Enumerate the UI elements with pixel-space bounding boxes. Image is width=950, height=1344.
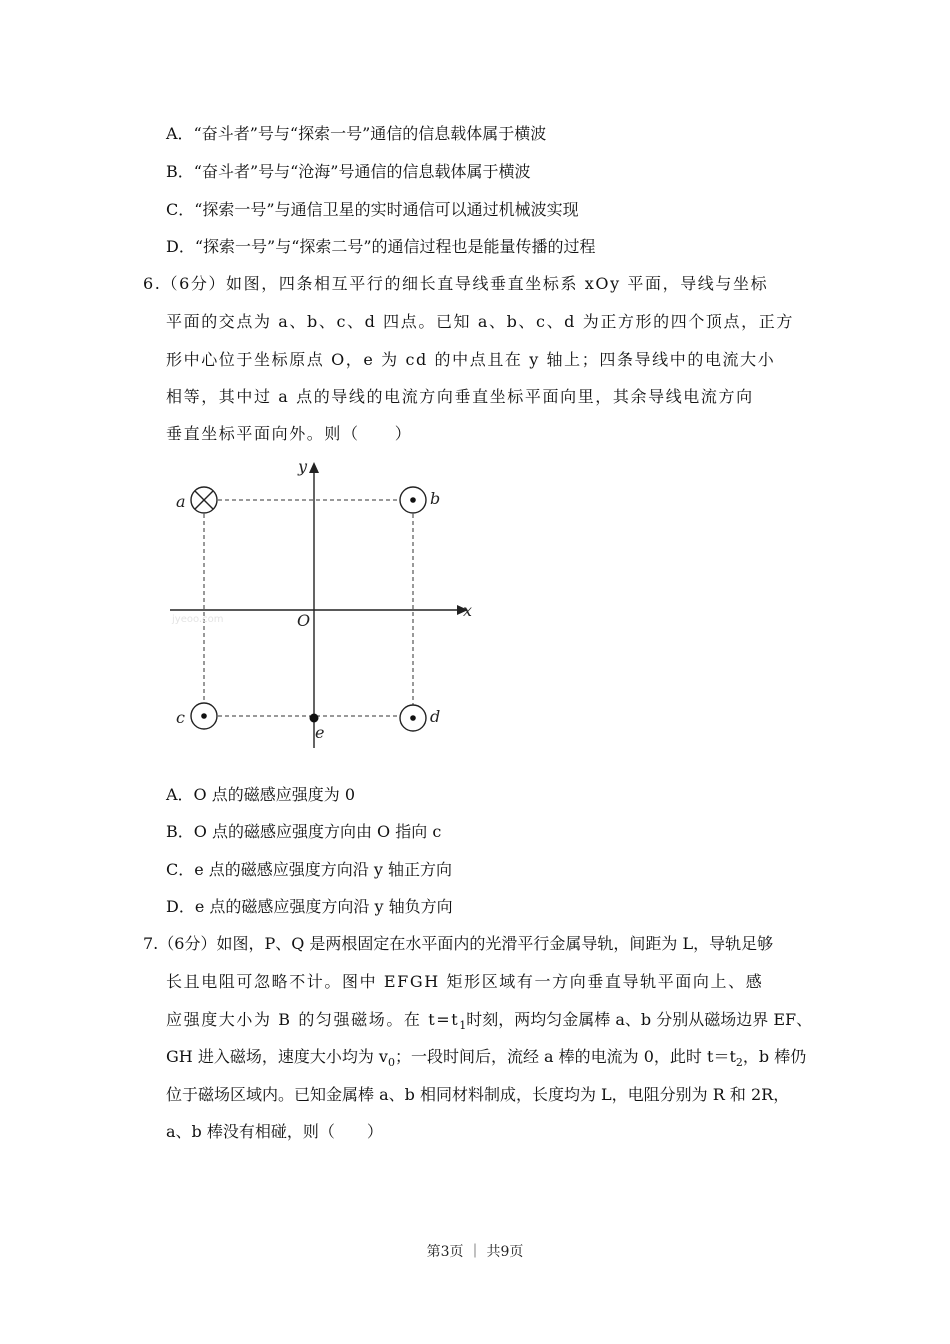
point-a-label: a: [176, 492, 186, 511]
q5-option-d: D．“探索一号”与“探索二号”的通信过程也是能量传播的过程: [166, 237, 596, 256]
watermark-text: jyeoo.com: [172, 614, 224, 625]
q7-stem-line-2: 长且电阻可忽略不计。图中 EFGH 矩形区域有一方向垂直导轨平面向上、感: [166, 972, 764, 991]
point-c-label: c: [176, 708, 185, 727]
q7-stem-line-5: 位于磁场区域内。已知金属棒 a、b 相同材料制成，长度均为 L，电阻分别为 R 和 2R，: [166, 1085, 790, 1104]
q6-stem-line-4: 相等，其中过 a 点的导线的电流方向垂直坐标平面向里，其余导线电流方向: [166, 387, 754, 406]
origin-label: O: [297, 611, 311, 630]
wire-b-out-of-page-icon: [400, 487, 426, 513]
q6-stem-line-3: 形中心位于坐标原点 O，e 为 cd 的中点且在 y 轴上；四条导线中的电流大小: [166, 350, 776, 369]
q5-option-b: B．“奋斗者”号与“沧海”号通信的信息载体属于横波: [166, 162, 531, 181]
page-footer: 第3页 ｜ 共9页: [426, 1244, 524, 1260]
q7-stem-line-4: [166, 1047, 807, 1070]
q5-option-c: C．“探索一号”与通信卫星的实时通信可以通过机械波实现: [166, 200, 579, 219]
point-e-dot: [310, 714, 319, 723]
y-axis-arrow-icon: [309, 462, 319, 473]
point-d-label: d: [430, 707, 441, 726]
q7-stem-line-4-part-c: ，b 棒仍: [742, 1047, 807, 1066]
q7-stem-line-3-part-a: 应强度大小为 B 的匀强磁场。在 t=t: [166, 1010, 460, 1029]
v0-subscript: 0: [387, 1056, 395, 1070]
q6-option-d: D．e 点的磁感应强度方向沿 y 轴负方向: [166, 897, 453, 916]
q7-stem-line-6: a、b 棒没有相碰，则（ ）: [166, 1122, 383, 1141]
t1-subscript: 1: [459, 1019, 467, 1033]
q6-option-a: A．O 点的磁感应强度为 0: [166, 785, 356, 804]
wire-d-out-of-page-icon: [400, 705, 426, 731]
wire-a-into-page-icon: [191, 487, 217, 513]
q6-figure: [160, 452, 480, 761]
q7-stem-line-3: [166, 1010, 813, 1033]
q7-stem-line-4-part-a: GH 进入磁场，速度大小均为 v: [166, 1047, 388, 1066]
q5-option-a: A．“奋斗者”号与“探索一号”通信的信息载体属于横波: [166, 124, 547, 143]
q6-stem-line-5: 垂直坐标平面向外。则（ ）: [166, 424, 413, 443]
q6-option-b: B．O 点的磁感应强度方向由 O 指向 c: [166, 822, 442, 841]
y-axis-label: y: [298, 457, 308, 476]
point-e-label: e: [315, 723, 325, 742]
q7-stem-line-3-part-b: 时刻，两均匀金属棒 a、b 分别从磁场边界 EF、: [466, 1010, 813, 1029]
x-axis-label: x: [463, 601, 473, 620]
wire-coordinate-diagram: [160, 452, 480, 757]
q7-stem-line-4-part-b: ；一段时间后，流经 a 棒的电流为 0，此时 t＝t: [394, 1047, 736, 1066]
q6-stem-line-1: 6.（6分）如图，四条相互平行的细长直导线垂直坐标系 xOy 平面，导线与坐标: [143, 274, 769, 293]
point-b-label: b: [430, 489, 441, 508]
wire-c-out-of-page-icon: [191, 703, 217, 729]
q7-stem-line-1: 7.（6分）如图，P、Q 是两根固定在水平面内的光滑平行金属导轨，间距为 L，导轨足够: [143, 934, 774, 953]
q6-stem-line-2: 平面的交点为 a、b、c、d 四点。已知 a、b、c、d 为正方形的四个顶点，正方: [166, 312, 794, 331]
t2-subscript: 2: [735, 1056, 743, 1070]
q6-option-c: C．e 点的磁感应强度方向沿 y 轴正方向: [166, 860, 453, 879]
